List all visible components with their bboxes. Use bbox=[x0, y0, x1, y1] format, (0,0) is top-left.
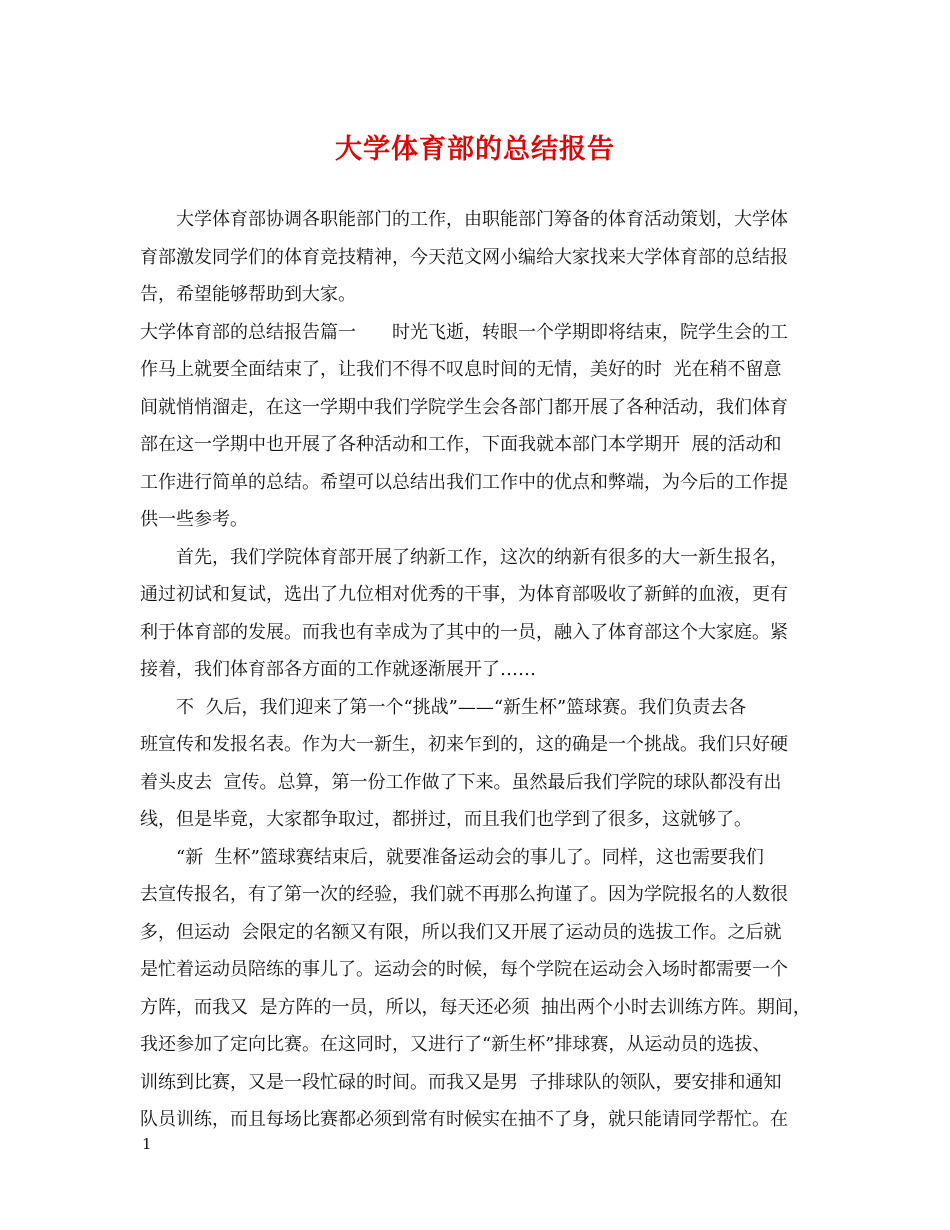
body-line: 间就悄悄溜走，在这一学期中我们学院学生会各部门都开展了各种活动，我们体育 bbox=[140, 396, 788, 418]
body-line: 工作进行简单的总结。希望可以总结出我们工作中的优点和弊端，为今后的工作提 bbox=[140, 471, 788, 493]
body-line: 育部激发同学们的体育竞技精神，今天范文网小编给大家找来大学体育部的总结报 bbox=[140, 246, 788, 268]
body-line: 班宣传和发报名表。作为大一新生，初来乍到的，这的确是一个挑战。我们只好硬 bbox=[140, 734, 788, 755]
body-line: 不 久后，我们迎来了第一个“挑战”——“新生杯”篮球赛。我们负责去各 bbox=[140, 696, 747, 718]
document-title: 大学体育部的总结报告 bbox=[335, 134, 615, 165]
body-line: 去宣传报名，有了第一次的经验，我们就不再那么拘谨了。因为学院报名的人数很 bbox=[140, 884, 788, 905]
page-number: 1 bbox=[142, 1135, 152, 1153]
body-line: 告，希望能够帮助到大家。 bbox=[140, 284, 356, 305]
body-line: 方阵，而我又 是方阵的一员，所以，每天还必须 抽出两个小时去训练方阵。期间， bbox=[140, 996, 811, 1018]
body-line: 供一些参考。 bbox=[140, 509, 248, 530]
body-line: 接着，我们体育部各方面的工作就逐渐展开了…… bbox=[140, 659, 536, 680]
body-line: 部在这一学期中也开展了各种活动和工作，下面我就本部门本学期开 展的活动和 bbox=[140, 434, 782, 455]
body-line: 通过初试和复试，选出了九位相对优秀的干事，为体育部吸收了新鲜的血液，更有 bbox=[140, 584, 788, 605]
body-line: “新 生杯”篮球赛结束后，就要准备运动会的事儿了。同样，这也需要我们 bbox=[140, 846, 764, 868]
body-line: 大学体育部协调各职能部门的工作，由职能部门筹备的体育活动策划，大学体 bbox=[140, 209, 788, 230]
body-line: 首先，我们学院体育部开展了纳新工作，这次的纳新有很多的大一新生报名， bbox=[140, 546, 788, 568]
body-line: 利于体育部的发展。而我也有幸成为了其中的一员，融入了体育部这个大家庭。紧 bbox=[140, 621, 788, 643]
body-line: 我还参加了定向比赛。在这同时，又进行了“新生杯”排球赛，从运动员的选拔、 bbox=[140, 1034, 771, 1055]
body-line: 多，但运动 会限定的名额又有限，所以我们又开展了运动员的选拔工作。之后就 bbox=[140, 921, 782, 943]
body-line: 队员训练，而且每场比赛都必须到常有时候实在抽不了身，就只能请同学帮忙。在 bbox=[140, 1109, 788, 1130]
body-line: 作马上就要全面结束了，让我们不得不叹息时间的无情，美好的时 光在稍不留意 bbox=[140, 359, 782, 380]
body-line: 线，但是毕竟，大家都争取过，都拼过，而且我们也学到了很多，这就够了。 bbox=[140, 809, 752, 830]
body-line: 着头皮去 宣传。总算，第一份工作做了下来。虽然最后我们学院的球队都没有出 bbox=[140, 771, 782, 793]
body-line: 训练到比赛，又是一段忙碌的时间。而我又是男 子排球队的领队，要安排和通知 bbox=[140, 1071, 782, 1093]
body-line: 大学体育部的总结报告篇一 时光飞逝，转眼一个学期即将结束，院学生会的工 bbox=[140, 321, 788, 343]
body-line: 是忙着运动员陪练的事儿了。运动会的时候，每个学院在运动会入场时都需要一个 bbox=[140, 959, 788, 980]
